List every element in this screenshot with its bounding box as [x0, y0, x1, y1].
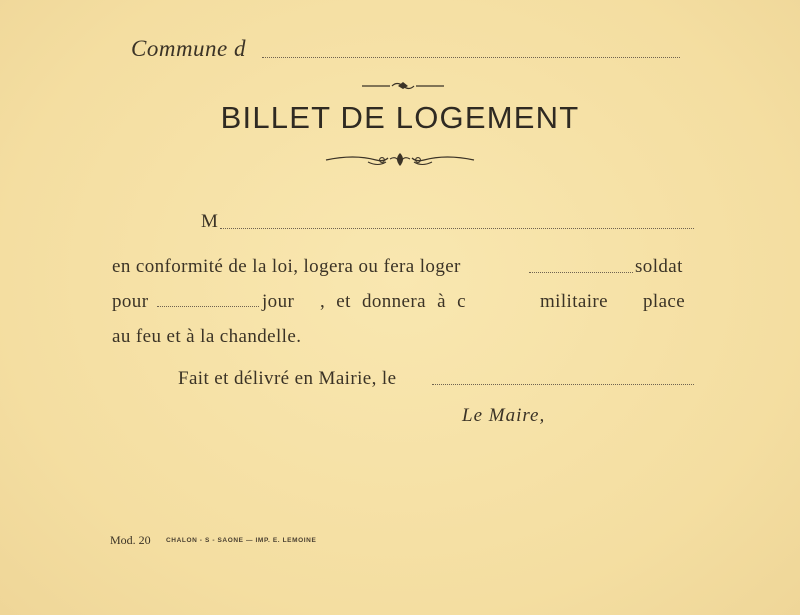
loi-text: en conformité de la loi, logera ou fera loger: [112, 256, 461, 277]
place-text: place: [643, 291, 686, 312]
top-ornament: [362, 78, 444, 92]
model-number: Mod. 20: [110, 533, 151, 547]
form-title: BILLET DE LOGEMENT: [220, 100, 580, 135]
soldat-count-field[interactable]: [529, 272, 633, 273]
date-field[interactable]: [432, 384, 694, 385]
commune-label: Commune d: [131, 36, 247, 61]
bottom-ornament: [324, 150, 476, 170]
fait-delivre-label: Fait et délivré en Mairie, le: [178, 368, 397, 389]
militaire-text: militaire: [540, 291, 608, 312]
m-name-field[interactable]: [220, 228, 694, 229]
pour-text: pour: [112, 291, 149, 312]
m-label: M: [201, 211, 219, 232]
soldat-text: soldat: [635, 256, 683, 277]
donnera-text: , et donnera à c: [320, 291, 466, 312]
chandelle-text: au feu et à la chandelle.: [112, 326, 302, 347]
jour-text: jour: [262, 291, 295, 312]
maire-signature: Le Maire,: [462, 405, 546, 426]
jour-count-field[interactable]: [157, 306, 259, 307]
commune-field[interactable]: [262, 57, 680, 58]
printer-imprint: CHALON - S - SAONE — IMP. E. LEMOINE: [166, 537, 317, 544]
